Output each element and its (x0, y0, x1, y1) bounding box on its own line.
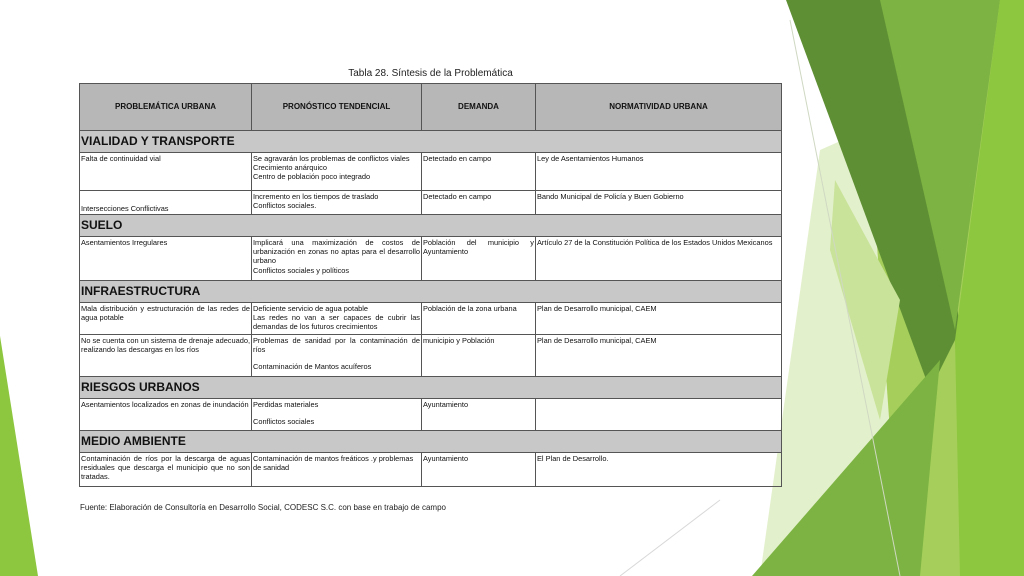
cell-normatividad: Bando Municipal de Policía y Buen Gobierno (536, 191, 782, 215)
cell-demanda: Población de la zona urbana (422, 303, 536, 335)
pronostico-line: Perdidas materiales (253, 400, 319, 409)
section-row-suelo (80, 215, 782, 237)
pronostico-line: Las redes no van a ser capaces de cubrir las demandas de los futuros crecimientos (253, 313, 420, 332)
problematica-text: Intersecciones Conflictivas (81, 203, 169, 213)
cell-pronostico (252, 191, 422, 215)
cell-problematica: Asentamientos localizados en zonas de inundación (80, 399, 252, 431)
cell-normatividad: Artículo 27 de la Constitución Política de los Estados Unidos Mexicanos (536, 237, 782, 281)
section-row-riesgos (80, 377, 782, 399)
section-title: SUELO (80, 215, 782, 237)
header-problematica: PROBLEMÁTICA URBANA (80, 84, 252, 131)
pronostico-line: Implicará una maximización de costos de urbanización en zonas no aptas para el desarrollo urbano (253, 238, 420, 266)
pronostico-line: Conflictos sociales y políticos (253, 265, 350, 275)
cell-normatividad (536, 399, 782, 431)
section-title: VIALIDAD Y TRANSPORTE (80, 131, 782, 153)
cell-problematica: Contaminación de ríos por la descarga de aguas residuales que descarga el municipio que no son tratadas. (80, 453, 252, 487)
cell-demanda: Detectado en campo (422, 191, 536, 215)
section-title: RIESGOS URBANOS (80, 377, 782, 399)
pronostico-line: Se agravarán los problemas de conflictos viales (253, 154, 410, 163)
table-row (80, 153, 782, 191)
cell-pronostico (252, 303, 422, 335)
header-normatividad: NORMATIVIDAD URBANA (536, 84, 782, 131)
cell-problematica: No se cuenta con un sistema de drenaje adecuado, realizando las descargas en los ríos (80, 335, 252, 377)
cell-demanda: Detectado en campo (422, 153, 536, 191)
table-row (80, 191, 782, 215)
cell-normatividad: Ley de Asentamientos Humanos (536, 153, 782, 191)
cell-problematica: Falta de continuidad vial (80, 153, 252, 191)
table-title: Tabla 28. Síntesis de la Problemática (348, 68, 513, 79)
pronostico-line: Centro de población poco integrado (253, 172, 371, 182)
pronostico-line: Deficiente servicio de agua potable (253, 304, 369, 313)
table-row (80, 303, 782, 335)
section-title: MEDIO AMBIENTE (80, 431, 782, 453)
cell-pronostico (252, 153, 422, 191)
pronostico-line: Problemas de sanidad por la contaminación de ríos (253, 336, 420, 355)
cell-problematica (80, 191, 252, 215)
pronostico-line: Conflictos sociales. (253, 201, 317, 211)
cell-problematica: Asentamientos Irregulares (80, 237, 252, 281)
cell-demanda: Población del municipio y Ayuntamiento (422, 237, 536, 281)
cell-normatividad: Plan de Desarrollo municipal, CAEM (536, 335, 782, 377)
cell-pronostico (252, 237, 422, 281)
problematica-table (79, 83, 782, 487)
section-row-infraestructura (80, 281, 782, 303)
cell-demanda: Ayuntamiento (422, 453, 536, 487)
header-pronostico: PRONÓSTICO TENDENCIAL (252, 84, 422, 131)
cell-demanda: Ayuntamiento (422, 399, 536, 431)
cell-problematica: Mala distribución y estructuración de las redes de agua potable (80, 303, 252, 335)
pronostico-line: Conflictos sociales (253, 417, 315, 427)
pronostico-line: Contaminación de mantos freáticos .y problemas de sanidad (253, 454, 414, 473)
cell-demanda: municipio y Población (422, 335, 536, 377)
table-row (80, 237, 782, 281)
cell-pronostico (252, 335, 422, 377)
cell-pronostico (252, 399, 422, 431)
cell-normatividad: El Plan de Desarrollo. (536, 453, 782, 487)
green-shape-left-corner (0, 336, 38, 576)
cell-normatividad: Plan de Desarrollo municipal, CAEM (536, 303, 782, 335)
table-row (80, 335, 782, 377)
pronostico-line: Crecimiento anárquico (253, 163, 327, 173)
pronostico-line: Incremento en los tiempos de traslado (253, 192, 379, 201)
thin-line-decor-bottom (620, 500, 720, 576)
cell-pronostico (252, 453, 422, 487)
section-title: INFRAESTRUCTURA (80, 281, 782, 303)
section-row-vialidad (80, 131, 782, 153)
table-row (80, 453, 782, 487)
pronostico-line: Contaminación de Mantos acuíferos (253, 362, 372, 372)
table-header-row (80, 84, 782, 131)
table-row (80, 399, 782, 431)
source-note: Fuente: Elaboración de Consultoría en Desarrollo Social, CODESC S.C. con base en trabajo de campo (80, 503, 446, 512)
header-demanda: DEMANDA (422, 84, 536, 131)
section-row-medio-ambiente (80, 431, 782, 453)
